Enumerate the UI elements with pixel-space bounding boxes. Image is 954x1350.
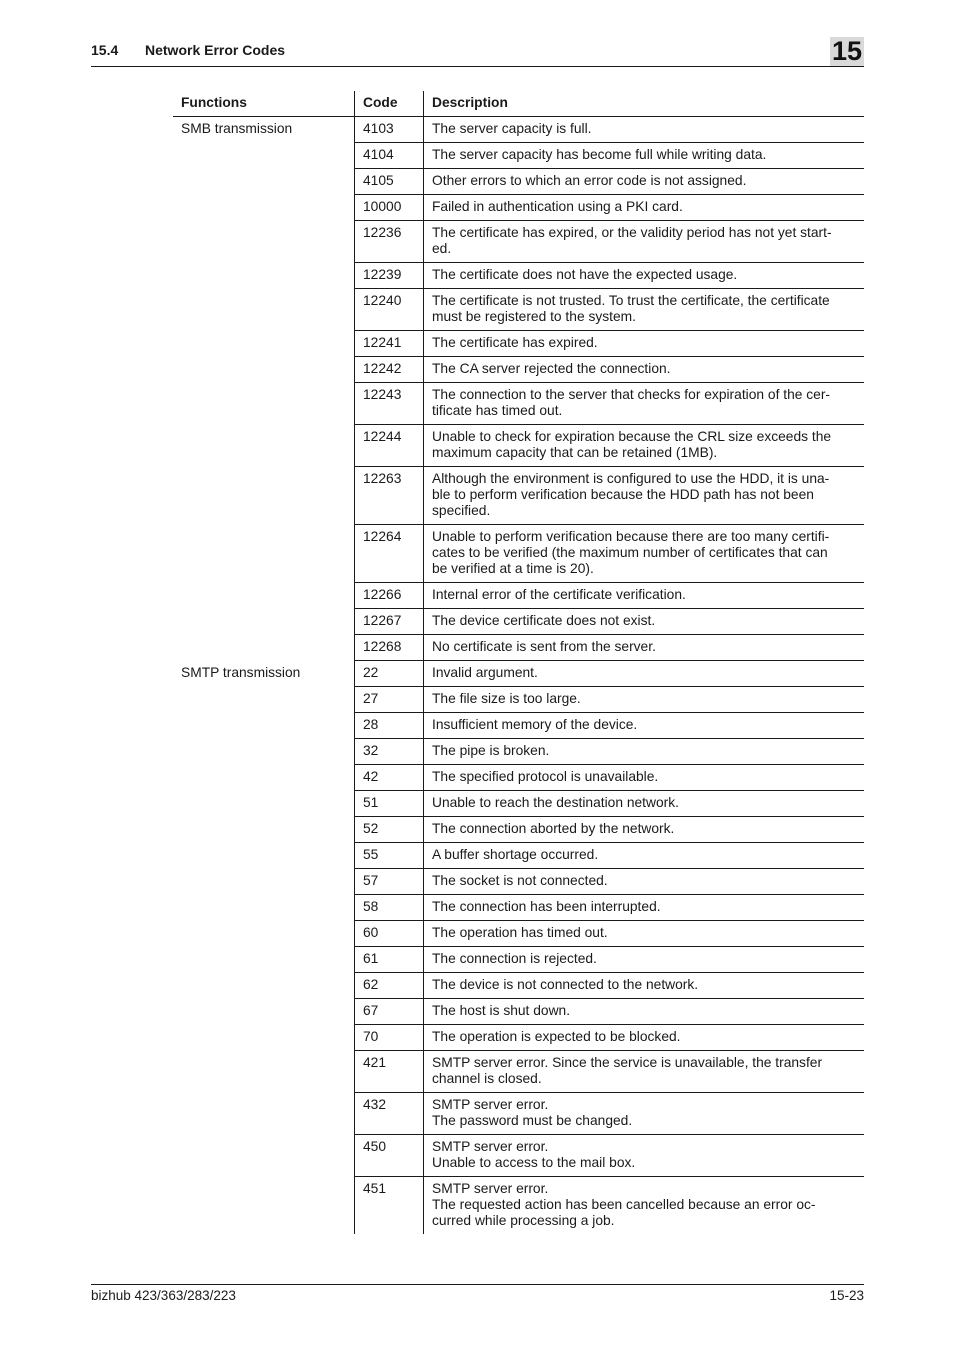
code-cell: 58 [355,895,424,921]
description-cell: The device is not connected to the network. [424,973,865,999]
description-cell: No certificate is sent from the server. [424,635,865,661]
description-cell: The operation is expected to be blocked. [424,1025,865,1051]
description-cell: Unable to perform verification because there are too many certifi- cates to be verified (the maximum number of certificates that can be verified at a time is 20). [424,525,865,583]
code-cell: 55 [355,843,424,869]
description-cell: The file size is too large. [424,687,865,713]
description-cell: SMTP server error. The requested action has been cancelled because an error oc- curred while processing a job. [424,1177,865,1235]
code-cell: 57 [355,869,424,895]
description-cell: Unable to check for expiration because the CRL size exceeds the maximum capacity that can be retained (1MB). [424,425,865,467]
section-title: Network Error Codes [145,42,286,58]
code-cell: 62 [355,973,424,999]
code-cell: 12263 [355,467,424,525]
description-cell: SMTP server error. Since the service is unavailable, the transfer channel is closed. [424,1051,865,1093]
description-cell: The operation has timed out. [424,921,865,947]
description-cell: The CA server rejected the connection. [424,357,865,383]
code-cell: 12264 [355,525,424,583]
code-cell: 12239 [355,263,424,289]
description-cell: The certificate is not trusted. To trust the certificate, the certificate must be registered to the system. [424,289,865,331]
description-cell: The host is shut down. [424,999,865,1025]
description-cell: SMTP server error. Unable to access to the mail box. [424,1135,865,1177]
code-cell: 12267 [355,609,424,635]
code-cell: 12241 [355,331,424,357]
code-cell: 61 [355,947,424,973]
code-cell: 12236 [355,221,424,263]
code-cell: 42 [355,765,424,791]
header-code: Code [355,91,424,117]
code-cell: 12266 [355,583,424,609]
description-cell: The server capacity has become full while writing data. [424,143,865,169]
description-cell: Failed in authentication using a PKI card. [424,195,865,221]
description-cell: The specified protocol is unavailable. [424,765,865,791]
code-cell: 12243 [355,383,424,425]
description-cell: The connection has been interrupted. [424,895,865,921]
code-cell: 22 [355,661,424,687]
header-functions: Functions [173,91,355,117]
code-cell: 28 [355,713,424,739]
description-cell: Invalid argument. [424,661,865,687]
description-cell: The connection aborted by the network. [424,817,865,843]
code-cell: 4103 [355,117,424,143]
description-cell: The certificate does not have the expected usage. [424,263,865,289]
code-cell: 451 [355,1177,424,1235]
table-row [173,661,864,687]
model-name: bizhub 423/363/283/223 [91,1288,236,1303]
chapter-number: 15 [831,36,863,66]
code-cell: 67 [355,999,424,1025]
table-row [173,117,864,143]
description-cell: The certificate has expired. [424,331,865,357]
description-cell: The connection to the server that checks for expiration of the cer- tificate has timed out. [424,383,865,425]
section-number: 15.4 [91,42,119,58]
description-cell: Internal error of the certificate verification. [424,583,865,609]
table-header-row [173,91,864,117]
description-cell: A buffer shortage occurred. [424,843,865,869]
description-cell: The pipe is broken. [424,739,865,765]
description-cell: The connection is rejected. [424,947,865,973]
header-description: Description [424,91,865,117]
code-cell: 32 [355,739,424,765]
code-cell: 51 [355,791,424,817]
code-cell: 421 [355,1051,424,1093]
description-cell: Insufficient memory of the device. [424,713,865,739]
description-cell: The socket is not connected. [424,869,865,895]
page-number: 15-23 [829,1288,864,1303]
description-cell: The certificate has expired, or the validity period has not yet start- ed. [424,221,865,263]
description-cell: The device certificate does not exist. [424,609,865,635]
code-cell: 12268 [355,635,424,661]
description-cell: Other errors to which an error code is not assigned. [424,169,865,195]
code-cell: 432 [355,1093,424,1135]
function-cell: SMTP transmission [181,664,301,680]
code-cell: 450 [355,1135,424,1177]
table-body [173,117,864,1235]
description-cell: Unable to reach the destination network. [424,791,865,817]
code-cell: 12242 [355,357,424,383]
code-cell: 4104 [355,143,424,169]
code-cell: 60 [355,921,424,947]
function-cell: SMB transmission [181,121,293,136]
code-cell: 12240 [355,289,424,331]
error-code-table [173,91,864,1234]
code-cell: 12244 [355,425,424,467]
code-cell: 4105 [355,169,424,195]
code-cell: 52 [355,817,424,843]
description-cell: The server capacity is full. [424,117,865,143]
page-footer [91,1284,864,1309]
code-cell: 27 [355,687,424,713]
page-header [91,40,864,67]
description-cell: SMTP server error. The password must be changed. [424,1093,865,1135]
code-cell: 10000 [355,195,424,221]
code-cell: 70 [355,1025,424,1051]
description-cell: Although the environment is configured to use the HDD, it is una- ble to perform verification because the HDD path has not been specified. [424,467,865,525]
